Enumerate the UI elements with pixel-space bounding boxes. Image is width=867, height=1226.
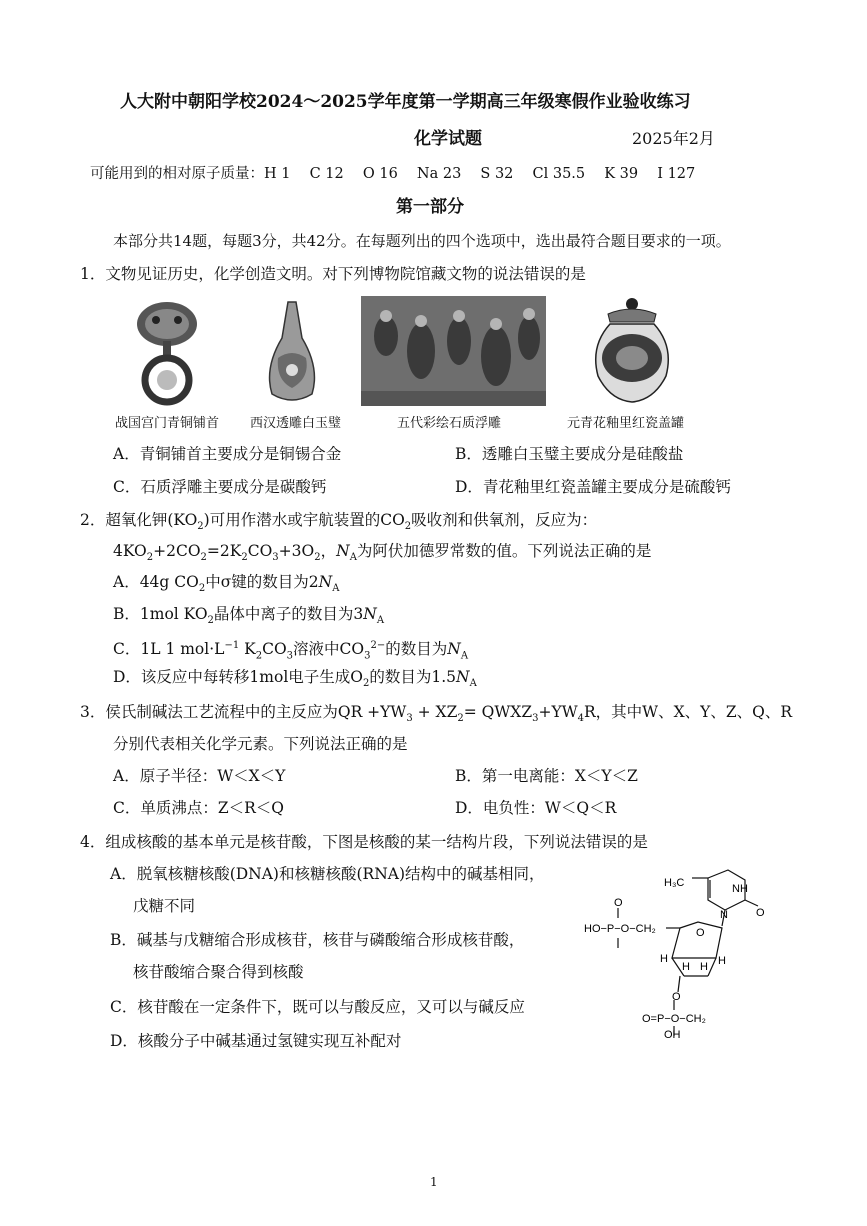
ring-o-label: O (696, 927, 705, 939)
q3-stem-2: 分别代表相关化学元素。下列说法正确的是 (113, 735, 408, 753)
nh-label: NH (732, 883, 748, 895)
h-label-4: H (718, 955, 726, 967)
h-label-2: H (682, 961, 690, 973)
q4-option-c: C．核苷酸在一定条件下，既可以与酸反应，又可以与碱反应 (110, 998, 525, 1016)
carbonyl-o-label: O (756, 907, 765, 919)
mid-o-label: O (672, 991, 681, 1003)
q1-option-d: D．青花釉里红瓷盖罐主要成分是硫酸钙 (455, 478, 731, 496)
top-o-label: O (614, 897, 623, 909)
exam-date: 2025年2月 (632, 129, 715, 148)
oh-label: OH (664, 1029, 681, 1041)
q1-stem: 1．文物见证历史，化学创造文明。对下列博物院馆藏文物的说法错误的是 (80, 265, 586, 283)
q4-stem: 4．组成核酸的基本单元是核苷酸，下图是核酸的某一结构片段，下列说法错误的是 (80, 833, 648, 851)
q4-option-a-line1: A．脱氧核糖核酸(DNA)和核糖核酸(RNA)结构中的碱基相同， (110, 865, 545, 883)
q2-option-b: B．1mol $KO_2$晶体中离子的数目为$3N_A$ (113, 605, 385, 627)
q1-caption-2: 西汉透雕白玉璧 (250, 416, 342, 431)
methyl-label: H₃C (664, 877, 685, 889)
jade-bi-image (262, 298, 322, 406)
stone-relief-image (361, 296, 546, 406)
q1-caption-1: 战国宫门青铜铺首 (115, 416, 220, 431)
q2-stem: 2．超氧化钾$(KO_2)$可用作潜水或宇航装置的$CO_2$吸收剂和供氧剂，反应为： (80, 511, 598, 533)
nucleotide-structure-diagram (580, 866, 770, 1044)
porcelain-jar-image (586, 296, 678, 406)
bronze-knocker-image (130, 296, 205, 406)
q3-option-c: C．单质沸点：Z＜R＜Q (113, 799, 285, 817)
q4-option-b-line1: B．碱基与戊糖缩合形成核苷，核苷与磷酸缩合形成核苷酸， (110, 931, 525, 949)
q1-caption-4: 元青花釉里红瓷盖罐 (567, 416, 685, 431)
part-heading: 第一部分 (396, 197, 464, 217)
n-label: N (720, 909, 728, 921)
q3-stem: 3．侯氏制碱法工艺流程中的主反应为QR $+YW_3 + XZ_2=$ $QWXZ_3+YW_4R$，其中W、X、Y、Z、Q、R (80, 703, 793, 725)
q4-option-b-line2: 核苷酸缩合聚合得到核酸 (133, 963, 304, 981)
subject-title: 化学试题 (414, 129, 482, 149)
q4-option-d: D．核酸分子中碱基通过氢键实现互补配对 (110, 1032, 402, 1050)
q3-option-b: B．第一电离能：X＜Y＜Z (455, 767, 638, 785)
q1-option-a: A．青铜铺首主要成分是铜锡合金 (113, 445, 342, 463)
q1-option-c: C．石质浮雕主要成分是碳酸钙 (113, 478, 327, 496)
q1-caption-3: 五代彩绘石质浮雕 (397, 416, 502, 431)
phosphate-top-label: HO−P−O−CH₂ (584, 923, 656, 935)
page-number: 1 (430, 1175, 438, 1189)
h-label-1: H (660, 953, 668, 965)
part-instructions: 本部分共14题，每题3分，共42分。在每题列出的四个选项中，选出最符合题目要求的一项。 (113, 232, 731, 250)
q4-option-a-line2: 戊糖不同 (133, 897, 196, 915)
q3-option-a: A．原子半径：W＜X＜Y (113, 767, 286, 785)
q2-option-d: D．该反应中每转移1mol电子生成$O_2$的数目为$1.5N_A$ (113, 668, 477, 690)
q2-option-c: C．1L 1 $mol\cdot L^{-1}$ $K_2CO_3$溶液中$CO_3^{2-}$的数目为$N_A$ (113, 640, 469, 662)
h-label-3: H (700, 961, 708, 973)
q2-option-a: A．44g $CO_2$中σ键的数目为$2N_A$ (113, 573, 340, 595)
q1-option-b: B．透雕白玉璧主要成分是硅酸盐 (455, 445, 684, 463)
phosphate-bottom-label: O=P−O−CH₂ (642, 1013, 706, 1025)
exam-title: 人大附中朝阳学校2024～2025学年度第一学期高三年级寒假作业验收练习 (120, 92, 691, 112)
q3-option-d: D．电负性：W＜Q＜R (455, 799, 617, 817)
q2-equation: $4KO_2+2CO_2=2K_2CO_3+3O_2$，$N_A$为阿伏加德罗常数的值。下列说法正确的是 (113, 542, 652, 564)
atomic-masses: 可能用到的相对原子质量：H 1 C 12 O 16 Na 23 S 32 Cl 35.5 K 39 I 127 (90, 166, 696, 182)
